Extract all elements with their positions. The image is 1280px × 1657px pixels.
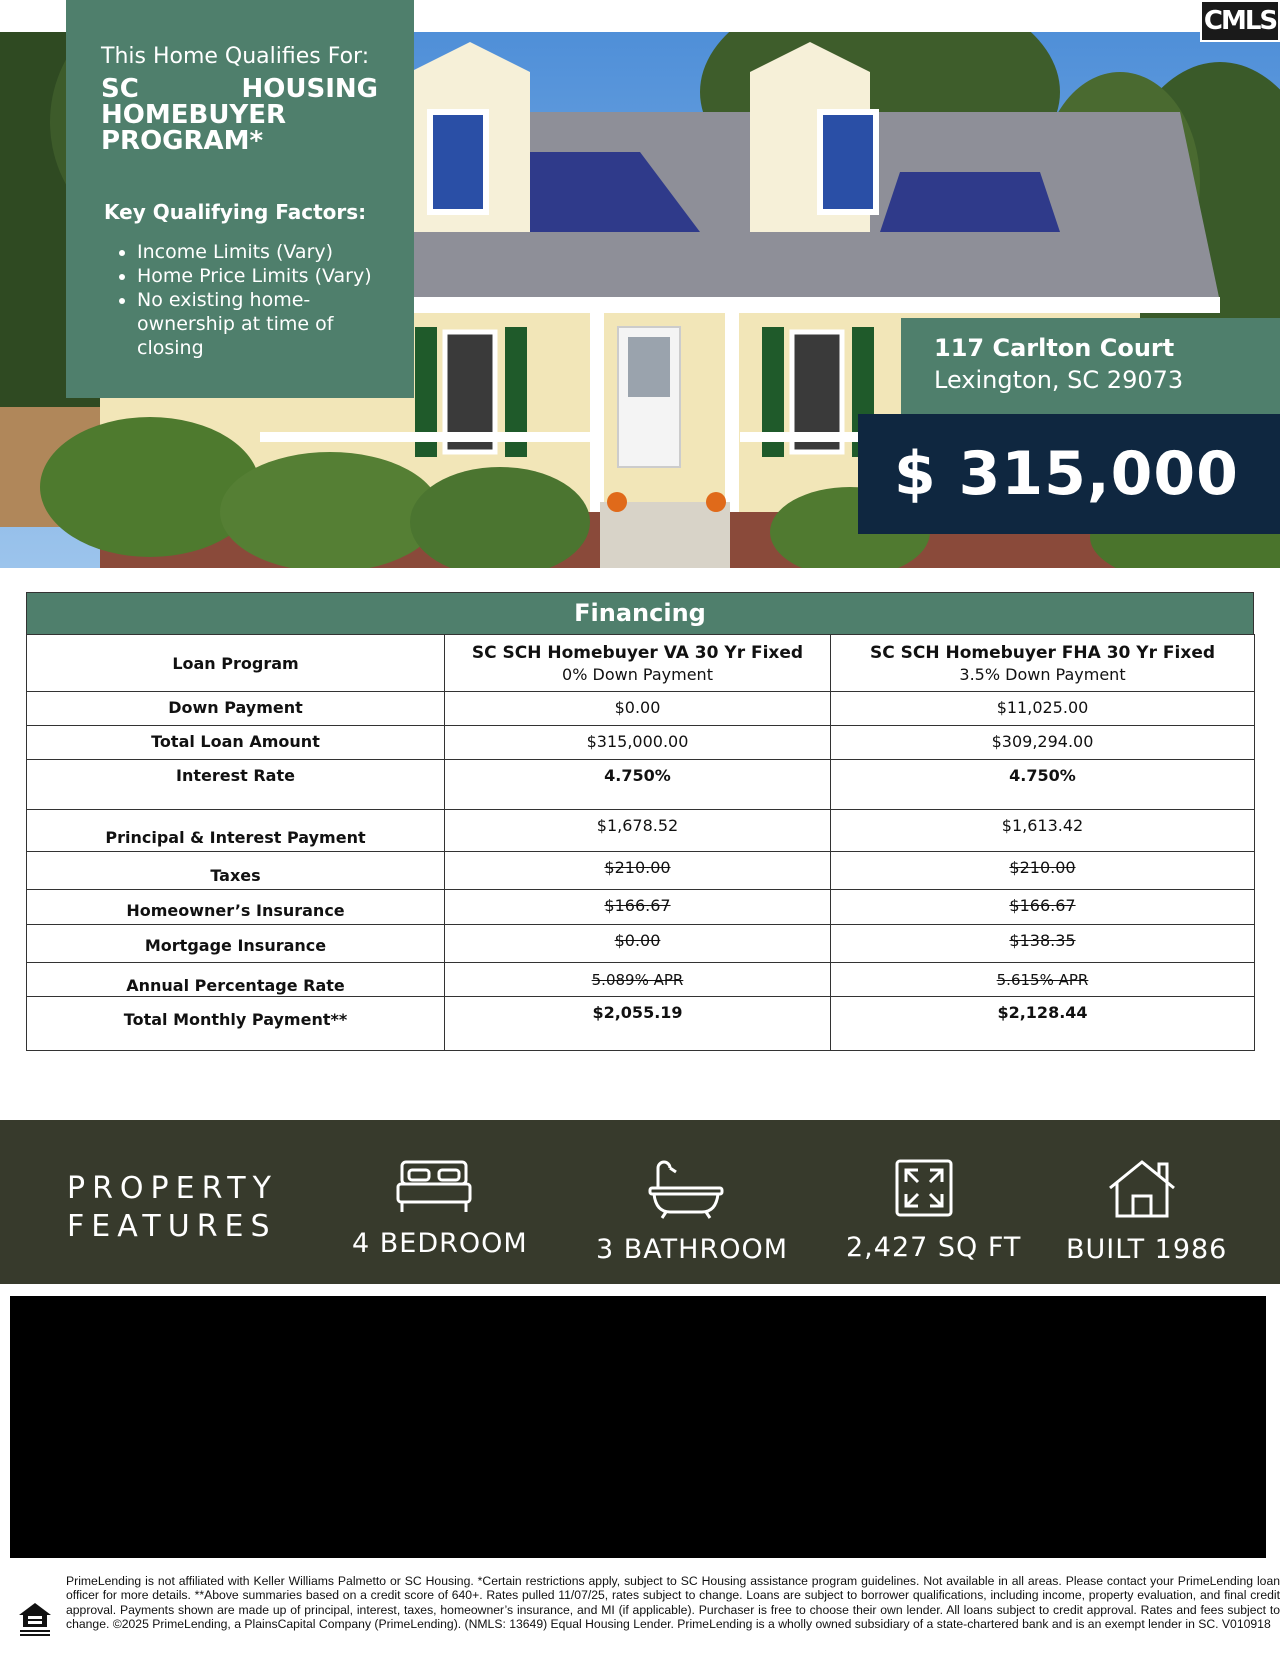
feature-label: BUILT 1986 [1066, 1234, 1228, 1265]
cell-value: $166.67 [831, 890, 1255, 925]
features-title-line: FEATURES [67, 1209, 277, 1244]
cell-value: $315,000.00 [445, 726, 831, 760]
factors-list [101, 240, 378, 360]
feature-label: 3 BATHROOM [596, 1234, 789, 1265]
row-label: Annual Percentage Rate [27, 963, 445, 997]
city-state-zip: Lexington, SC 29073 [934, 366, 1184, 394]
feature-label: 4 BEDROOM [352, 1228, 528, 1259]
cell-value: $166.67 [445, 890, 831, 925]
program-title: SC HOUSING HOMEBUYER PROGRAM* [101, 74, 378, 156]
cell-value: 4.750% [831, 760, 1255, 810]
legal-disclaimer: PrimeLending is not affiliated with Keller Williams Palmetto or SC Housing. *Certain restrictions apply, subject to SC Housing assistance program guidelines. Not available in all areas. Please contact your PrimeLending loan officer for more details. **Above summaries based on a credit score of 640+. Rates pulled 11/07/25, rates subject to change. Loans are subject to borrower qualifications, including income, property evaluation, and final credit approval. Payments shown are made up of principal, interest, taxes, homeowner’s insurance, and MI (if applicable). Purchaser is free to choose their own lender. All loans subject to credit approval. Rates and fees subject to change. ©2025 PrimeLending, a PlainsCapital Company (PrimeLending). (NMLS: 13649) Equal Housing Lender. PrimeLending is a wholly owned subsidiary of a state-chartered bank and is an exempt lender in SC. V010918 [66, 1574, 1280, 1632]
table-row [27, 997, 1255, 1051]
row-label: Loan Program [27, 635, 445, 692]
cell-value: $11,025.00 [831, 692, 1255, 726]
program-name: SC SCH Homebuyer VA 30 Yr Fixed [471, 642, 804, 663]
property-features-band [0, 1120, 1280, 1284]
table-row [27, 760, 1255, 810]
row-label: Total Monthly Payment** [27, 997, 445, 1051]
row-label: Interest Rate [27, 760, 445, 810]
table-row [27, 890, 1255, 925]
factors-heading: Key Qualifying Factors: [104, 200, 367, 224]
financing-section [26, 592, 1254, 1051]
table-row [27, 963, 1255, 997]
cell-value: $1,678.52 [445, 810, 831, 852]
features-title [67, 1170, 278, 1246]
features-title-line: PROPERTY [67, 1171, 278, 1206]
factor-item: • Income Limits (Vary) [137, 240, 378, 264]
bed-icon [396, 1158, 472, 1214]
table-row [27, 726, 1255, 760]
factor-item: • Home Price Limits (Vary) [137, 264, 378, 288]
row-label: Taxes [27, 852, 445, 890]
table-row [27, 852, 1255, 890]
bathtub-icon [648, 1158, 724, 1220]
table-row [27, 925, 1255, 963]
program-header-va [445, 635, 831, 692]
factor-item: • No existing home-ownership at time of closing [137, 288, 378, 360]
feature-bedrooms [352, 1158, 528, 1259]
cell-value: $309,294.00 [831, 726, 1255, 760]
cell-value: $210.00 [831, 852, 1255, 890]
cell-value: $0.00 [445, 692, 831, 726]
table-row [27, 692, 1255, 726]
cell-value: $1,613.42 [831, 810, 1255, 852]
redacted-block [10, 1296, 1266, 1558]
table-row [27, 810, 1255, 852]
program-header-fha [831, 635, 1255, 692]
row-label: Down Payment [27, 692, 445, 726]
cell-value: $0.00 [445, 925, 831, 963]
row-label: Homeowner’s Insurance [27, 890, 445, 925]
program-down-payment: 3.5% Down Payment [959, 664, 1126, 684]
cell-value: $210.00 [445, 852, 831, 890]
financing-title: Financing [26, 592, 1254, 634]
qualifies-eyebrow: This Home Qualifies For: [101, 44, 370, 69]
equal-housing-lender-icon [17, 1601, 53, 1637]
feature-label: 2,427 SQ FT [846, 1232, 1022, 1263]
row-label: Principal & Interest Payment [27, 810, 445, 852]
cell-value: $2,128.44 [831, 997, 1255, 1051]
street-address: 117 Carlton Court [934, 334, 1175, 362]
cell-value: 5.089% APR [445, 963, 831, 997]
address-panel [901, 318, 1280, 414]
house-icon [1107, 1158, 1177, 1220]
cmls-logo: CMLS [1200, 0, 1280, 42]
program-down-payment: 0% Down Payment [562, 664, 713, 684]
qualification-panel [66, 0, 414, 398]
row-label: Mortgage Insurance [27, 925, 445, 963]
cell-value: $2,055.19 [445, 997, 831, 1051]
list-price: $ 315,000 [894, 439, 1239, 509]
feature-year-built [1066, 1158, 1228, 1265]
feature-square-feet [846, 1158, 1022, 1263]
financing-table [26, 634, 1255, 1051]
cell-value: $138.35 [831, 925, 1255, 963]
expand-icon [894, 1158, 954, 1218]
price-panel [858, 414, 1280, 534]
table-row [27, 635, 1255, 692]
row-label: Total Loan Amount [27, 726, 445, 760]
cell-value: 5.615% APR [831, 963, 1255, 997]
program-name: SC SCH Homebuyer FHA 30 Yr Fixed [869, 642, 1216, 663]
cell-value: 4.750% [445, 760, 831, 810]
feature-bathrooms [596, 1158, 789, 1265]
